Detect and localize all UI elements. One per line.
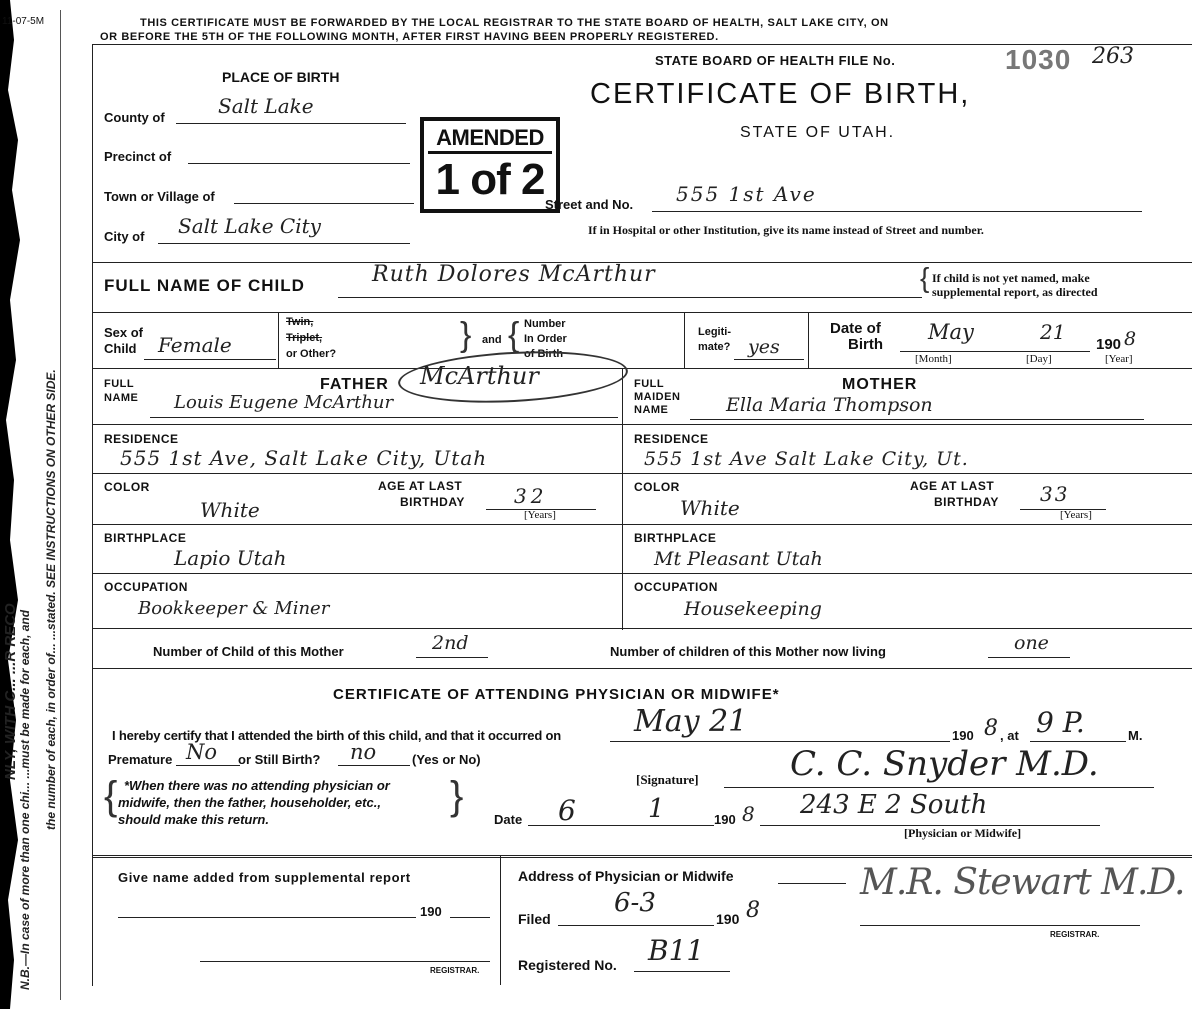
address-continue-line (778, 866, 846, 884)
time-value: 9 P. (1036, 706, 1085, 739)
mother-age-label1: AGE AT LAST (910, 479, 995, 493)
rule-above-parents (92, 368, 1192, 369)
left-border (92, 44, 93, 986)
father-occupation-value: Bookkeeper & Miner (138, 598, 330, 619)
premature-label: Premature (108, 752, 173, 767)
supplemental-year: 190 (420, 904, 442, 919)
mother-rule-3 (622, 524, 1192, 525)
father-rule-3 (92, 524, 622, 525)
father-rule-2 (92, 473, 622, 474)
county-value: Salt Lake (218, 94, 314, 118)
street-value: 555 1st Ave (676, 182, 817, 206)
file-no-label: STATE BOARD OF HEALTH FILE No. (655, 53, 896, 68)
not-named-note1: If child is not yet named, make (932, 271, 1090, 285)
filed-label: Filed (518, 911, 551, 927)
not-named-note2: supplemental report, as directed (932, 285, 1098, 299)
physician-role-caption: [Physician or Midwife] (904, 826, 1022, 840)
rule-above-physician (92, 668, 1192, 669)
father-age-value: 32 (514, 484, 548, 508)
mother-rule-4 (622, 573, 1192, 574)
or-other-label: or Other? (286, 348, 337, 360)
place-of-birth-heading: PLACE OF BIRTH (222, 69, 340, 85)
certify-text: I hereby certify that I attended the birth of this child, and that it occurred on (112, 728, 561, 743)
twin-brace: } (460, 316, 472, 354)
legit-divider-left (684, 312, 685, 368)
mother-occupation-label: OCCUPATION (634, 580, 718, 594)
filed-year-suffix: 8 (746, 898, 760, 923)
signature-label: [Signature] (636, 772, 699, 787)
father-birthplace-label: BIRTHPLACE (104, 531, 187, 545)
at-label: , at (1000, 728, 1019, 743)
dob-month: May (928, 320, 974, 344)
occurred-year-suffix: 8 (984, 716, 998, 741)
father-age-label1: AGE AT LAST (378, 479, 463, 493)
note-line3: should make this return. (118, 812, 269, 827)
number-label1: Number (524, 318, 566, 330)
child-number-value: 2nd (432, 632, 469, 654)
town-label: Town or Village of (104, 189, 215, 204)
rule-below-parents (92, 628, 1192, 629)
triplet-label: Triplet, (286, 332, 323, 344)
mother-name-label: NAME (634, 404, 669, 416)
date-year-suffix: 8 (742, 802, 755, 826)
child-number-label: Number of Child of this Mother (153, 644, 344, 659)
legit-value: yes (748, 336, 780, 358)
mother-color-label: COLOR (634, 480, 680, 494)
date-month: 6 (558, 794, 576, 827)
left-registrar-line (200, 944, 490, 962)
side-instruction-line1: N.B.—In case of more than one chi... ...must be made for each, and (18, 609, 32, 990)
father-color-label: COLOR (104, 480, 150, 494)
mother-rule-2 (622, 473, 1192, 474)
and-label: and (482, 334, 502, 346)
date-day: 1 (648, 794, 665, 824)
left-margin-rule (60, 10, 61, 1000)
file-no: 1030 (1005, 44, 1072, 75)
mother-birthplace-value: Mt Pleasant Utah (654, 548, 823, 570)
side-instruction-line2: the number of each, in order of... ...stated. SEE INSTRUCTIONS ON OTHER SIDE. (44, 369, 58, 830)
registrar-signature: M.R. Stewart M.D. (860, 862, 1185, 903)
filed-date: 6-3 (614, 888, 656, 918)
dob-label2: Birth (848, 336, 883, 353)
father-residence-label: RESIDENCE (104, 432, 179, 446)
precinct-line (188, 144, 410, 164)
physician-address-label: Address of Physician or Midwife (518, 868, 734, 884)
left-registrar-caption: REGISTRAR. (430, 966, 480, 975)
number-label3: of Birth (524, 348, 564, 360)
town-line (234, 184, 414, 204)
note-brace-left: { (104, 774, 118, 818)
father-rule-1 (92, 424, 622, 425)
mother-name-value: Ella Maria Thompson (726, 394, 933, 416)
city-value: Salt Lake City (178, 214, 321, 238)
father-residence-value: 555 1st Ave, Salt Lake City, Utah (120, 446, 488, 470)
dob-year-prefix: 190 (1096, 336, 1122, 353)
stamp-count: 1 of 2 (435, 155, 545, 204)
mother-rule-1 (622, 424, 1192, 425)
mother-full-label: FULL (634, 378, 665, 390)
mother-age-label2: BIRTHDAY (934, 495, 999, 509)
sex-divider (278, 312, 279, 368)
children-living-label: Number of children of this Mother now living (610, 644, 886, 659)
registrar-line (860, 906, 1140, 926)
sex-label1: Sex of (104, 325, 144, 340)
dob-label1: Date of (830, 320, 881, 337)
father-color-value: White (200, 498, 260, 522)
hospital-note: If in Hospital or other Institution, give its name instead of Street and number. (588, 223, 984, 237)
number-label2: In Order (524, 333, 567, 345)
registered-no-value: B11 (648, 934, 705, 967)
occurred-value: May 21 (634, 704, 748, 739)
county-label: County of (104, 110, 165, 125)
mother-residence-label: RESIDENCE (634, 432, 709, 446)
mother-birthplace-label: BIRTHPLACE (634, 531, 717, 545)
father-full-label: FULL (104, 378, 135, 390)
mother-age-value: 33 (1040, 482, 1070, 506)
city-label: City of (104, 229, 145, 244)
father-heading: FATHER (320, 376, 389, 393)
father-name-label: NAME (104, 392, 139, 404)
note-line1: *When there was no attending physician or (124, 778, 390, 793)
dob-day: 21 (1040, 320, 1066, 344)
date-line (528, 808, 714, 826)
right-registrar-caption: REGISTRAR. (1050, 930, 1100, 939)
mother-color-value: White (680, 496, 740, 520)
children-living-value: one (1014, 632, 1049, 654)
parents-divider (622, 368, 623, 630)
day-caption: [Day] (1026, 353, 1052, 365)
mother-maiden-label: MAIDEN (634, 391, 681, 403)
stillbirth-label: or Still Birth? (238, 752, 321, 767)
supplemental-year-line (450, 900, 490, 918)
year-caption: [Year] (1105, 353, 1133, 365)
side-instruction-line3: NLY, WITH C... ...R RECO (2, 603, 19, 780)
child-name-value: Ruth Dolores McArthur (372, 262, 656, 287)
order-brace: { (508, 316, 520, 354)
file-no-handwritten: 263 (1092, 44, 1134, 69)
note-brace-right: } (450, 774, 464, 818)
rule-above-sex (92, 312, 1192, 313)
torn-left-edge (0, 0, 72, 1009)
dob-year-suffix: 8 (1124, 328, 1137, 350)
registered-no-label: Registered No. (518, 957, 617, 973)
father-name-value: Louis Eugene McArthur (174, 392, 394, 413)
supplemental-line (118, 900, 416, 918)
date-year-prefix: 190 (714, 812, 736, 827)
mother-years-caption: [Years] (1060, 509, 1092, 521)
stamp-amended: AMENDED (428, 125, 552, 154)
sex-label2: Child (104, 341, 137, 356)
amended-stamp (420, 117, 560, 213)
mother-occupation-value: Housekeeping (684, 598, 822, 620)
father-occupation-label: OCCUPATION (104, 580, 188, 594)
mother-heading: MOTHER (842, 376, 918, 393)
certificate-title: CERTIFICATE OF BIRTH, (590, 78, 971, 110)
legit-label1: Legiti- (698, 326, 731, 338)
date-label: Date (494, 812, 523, 827)
child-name-label: FULL NAME OF CHILD (104, 276, 305, 295)
filed-year-prefix: 190 (716, 911, 740, 927)
stillbirth-value: no (350, 740, 377, 764)
father-birthplace-value: Lapio Utah (174, 546, 287, 570)
legit-label2: mate? (698, 341, 731, 353)
father-years-caption: [Years] (524, 509, 556, 521)
precinct-label: Precinct of (104, 149, 172, 164)
physician-heading: CERTIFICATE OF ATTENDING PHYSICIAN OR MIDWIFE* (333, 686, 780, 703)
twin-label: Twin, (286, 316, 314, 328)
supplemental-label: Give name added from supplemental report (118, 870, 411, 885)
not-named-brace: { (920, 262, 930, 293)
notice-line2: OR BEFORE THE 5TH OF THE FOLLOWING MONTH, AFTER FIRST HAVING BEEN PROPERLY REGISTERED. (100, 31, 719, 43)
certificate-subtitle: STATE OF UTAH. (740, 124, 896, 141)
premature-value: No (186, 740, 218, 764)
sex-value: Female (158, 333, 232, 357)
legit-divider-right (808, 312, 809, 368)
physician-signature: C. C. Snyder M.D. (790, 744, 1099, 784)
notice-line1: THIS CERTIFICATE MUST BE FORWARDED BY THE LOCAL REGISTRAR TO THE STATE BOARD OF HEALTH, SALT LAKE CITY, ON (140, 17, 889, 29)
physician-address-value: 243 E 2 South (800, 790, 988, 820)
occurred-year-prefix: 190 (952, 728, 974, 743)
mother-residence-value: 555 1st Ave Salt Lake City, Ut. (644, 448, 969, 470)
father-rule-4 (92, 573, 622, 574)
form-code: 11-07-5M (2, 16, 45, 27)
street-label: Street and No. (545, 197, 634, 212)
rule-above-registration (92, 855, 1192, 858)
yes-no-label: (Yes or No) (412, 752, 481, 767)
father-age-label2: BIRTHDAY (400, 495, 465, 509)
father-name-correction: McArthur (420, 362, 539, 390)
registration-divider (500, 855, 501, 985)
month-caption: [Month] (915, 353, 952, 365)
m-label: M. (1128, 728, 1143, 743)
note-line2: midwife, then the father, householder, etc., (118, 795, 381, 810)
